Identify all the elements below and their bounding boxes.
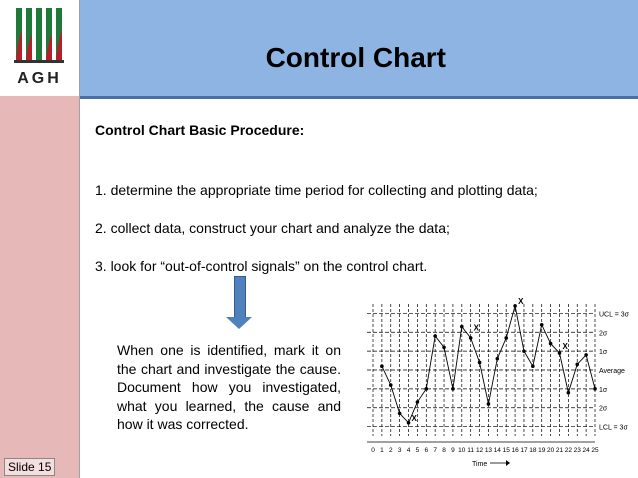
y-level-label: 1σ — [599, 349, 608, 357]
agh-crest-icon — [0, 0, 79, 70]
data-point — [504, 336, 508, 340]
x-tick-label: 14 — [493, 447, 501, 454]
x-tick-label: 7 — [433, 447, 437, 454]
x-tick-label: 8 — [442, 447, 446, 454]
step-3: 3. look for “out-of-control signals” on the control chart. — [95, 258, 428, 274]
data-point — [531, 364, 535, 368]
page-title: Control Chart — [265, 42, 446, 73]
data-point — [567, 391, 571, 395]
x-tick-label: 5 — [415, 447, 420, 454]
slide-number: Slide 15 — [4, 458, 55, 476]
data-point — [558, 351, 562, 355]
logo-text: AGH — [17, 70, 62, 87]
x-tick-label: 3 — [397, 447, 402, 454]
data-point — [593, 387, 597, 391]
data-point — [380, 364, 384, 368]
x-tick-label: 9 — [451, 447, 455, 454]
instruction-note: When one is identified, mark it on the chart and investigate the cause. Document how you investigated, what you learned, the cause and how it was corrected. — [117, 342, 341, 432]
data-point — [540, 323, 544, 327]
data-point — [407, 421, 411, 425]
x-tick-label: 10 — [458, 447, 466, 454]
x-tick-label: 25 — [591, 447, 599, 454]
y-level-label: UCL = 3σ — [599, 311, 629, 319]
x-tick-label: 24 — [582, 447, 590, 454]
procedure-heading: Control Chart Basic Procedure: — [95, 122, 305, 138]
x-tick-label: 16 — [511, 447, 519, 454]
data-point — [513, 304, 517, 308]
data-point — [575, 363, 579, 367]
x-tick-label: 18 — [529, 447, 537, 454]
data-point — [451, 387, 455, 391]
data-point — [469, 336, 473, 340]
data-point — [389, 383, 393, 387]
data-point — [424, 387, 428, 391]
x-tick-label: 1 — [380, 447, 384, 454]
x-tick-label: 12 — [475, 447, 484, 454]
step-2: 2. collect data, construct your chart and analyze the data; — [95, 220, 450, 236]
x-tick-label: 2 — [388, 447, 393, 454]
step-1: 1. determine the appropriate time period for collecting and plotting data; — [95, 182, 538, 198]
y-level-label: Average — [599, 368, 625, 375]
y-level-label: 1σ — [599, 386, 608, 394]
x-tick-label: 23 — [573, 447, 581, 454]
signal-mark: X — [562, 342, 568, 352]
x-tick-label: 22 — [564, 447, 572, 454]
x-tick-label: 20 — [546, 447, 555, 454]
down-arrow-icon — [234, 276, 246, 319]
x-tick-label: 19 — [538, 447, 546, 454]
data-point — [487, 402, 491, 406]
data-point — [522, 349, 526, 353]
data-point — [416, 400, 420, 404]
x-tick-label: 21 — [555, 447, 564, 454]
x-tick-label: 6 — [424, 447, 429, 454]
data-point — [398, 412, 402, 416]
data-point — [460, 325, 464, 329]
header-divider — [80, 96, 638, 99]
data-point — [549, 342, 553, 346]
control-chart — [345, 296, 635, 476]
x-tick-label: 4 — [406, 447, 411, 454]
data-point — [478, 361, 482, 365]
signal-mark: X — [518, 296, 524, 306]
x-tick-label: 15 — [502, 447, 510, 454]
chart-xlabel: Time — [472, 461, 488, 468]
down-arrow-head-icon — [226, 317, 252, 329]
x-tick-label: 11 — [467, 447, 475, 454]
data-point — [433, 334, 437, 338]
x-tick-label: 17 — [520, 447, 528, 454]
signal-mark: X — [411, 413, 417, 423]
data-point — [584, 353, 588, 357]
y-level-label: LCL = 3σ — [599, 424, 628, 432]
y-level-label: 2σ — [599, 330, 608, 338]
agh-logo — [0, 0, 79, 96]
signal-mark: X — [473, 323, 480, 333]
y-level-label: 2σ — [599, 405, 608, 413]
data-point — [496, 357, 500, 361]
time-arrow-head-icon — [506, 460, 510, 466]
x-tick-label: 13 — [484, 447, 493, 454]
x-tick-label: 0 — [371, 447, 375, 454]
data-point — [442, 346, 446, 350]
